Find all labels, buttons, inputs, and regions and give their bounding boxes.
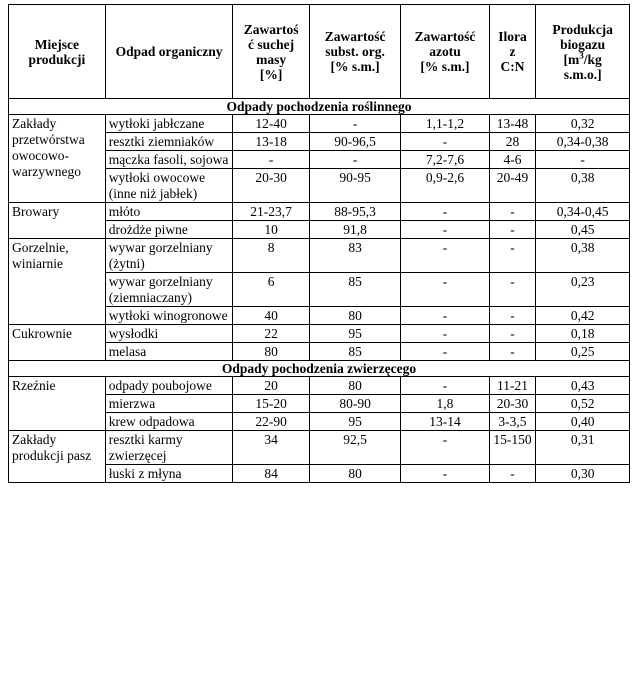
dry-matter-cell: 20 bbox=[233, 377, 310, 395]
nitrogen-cell: - bbox=[401, 465, 489, 483]
organic-matter-cell: 90-96,5 bbox=[309, 133, 400, 151]
nitrogen-cell: 0,9-2,6 bbox=[401, 169, 489, 203]
table-row bbox=[9, 239, 630, 273]
nitrogen-cell: - bbox=[401, 307, 489, 325]
waste-cell: wytłoki jabłczane bbox=[105, 115, 233, 133]
table-row bbox=[9, 377, 630, 395]
organic-matter-cell: 80 bbox=[309, 377, 400, 395]
cn-ratio-cell: 15-150 bbox=[489, 431, 536, 465]
biogas-cell: 0,34-0,38 bbox=[536, 133, 630, 151]
biogas-cell: 0,32 bbox=[536, 115, 630, 133]
organic-matter-cell: 95 bbox=[309, 325, 400, 343]
header-cn-ratio: Ilora z C:N bbox=[489, 5, 536, 99]
section-row bbox=[9, 99, 630, 115]
header-organic-matter: Zawartość subst. org. [% s.m.] bbox=[309, 5, 400, 99]
dry-matter-cell: 6 bbox=[233, 273, 310, 307]
location-cell: Cukrownie bbox=[9, 325, 106, 361]
cn-ratio-cell: 20-49 bbox=[489, 169, 536, 203]
dry-matter-cell: 40 bbox=[233, 307, 310, 325]
biogas-cell: 0,25 bbox=[536, 343, 630, 361]
organic-matter-cell: 85 bbox=[309, 343, 400, 361]
dry-matter-cell: 21-23,7 bbox=[233, 203, 310, 221]
waste-cell: drożdże piwne bbox=[105, 221, 233, 239]
waste-cell: odpady poubojowe bbox=[105, 377, 233, 395]
nitrogen-cell: - bbox=[401, 343, 489, 361]
biogas-cell: 0,31 bbox=[536, 431, 630, 465]
cn-ratio-cell: - bbox=[489, 465, 536, 483]
biogas-cell: 0,43 bbox=[536, 377, 630, 395]
section-plant-title: Odpady pochodzenia roślinnego bbox=[9, 99, 630, 115]
biogas-cell: - bbox=[536, 151, 630, 169]
dry-matter-cell: 8 bbox=[233, 239, 310, 273]
nitrogen-cell: 1,1-1,2 bbox=[401, 115, 489, 133]
waste-cell: resztki ziemniaków bbox=[105, 133, 233, 151]
cn-ratio-cell: - bbox=[489, 203, 536, 221]
nitrogen-cell: - bbox=[401, 431, 489, 465]
dry-matter-cell: - bbox=[233, 151, 310, 169]
dry-matter-cell: 12-40 bbox=[233, 115, 310, 133]
biogas-cell: 0,30 bbox=[536, 465, 630, 483]
biogas-cell: 0,38 bbox=[536, 239, 630, 273]
organic-matter-cell: 80-90 bbox=[309, 395, 400, 413]
cn-ratio-cell: - bbox=[489, 239, 536, 273]
waste-cell: melasa bbox=[105, 343, 233, 361]
cn-ratio-cell: 28 bbox=[489, 133, 536, 151]
organic-matter-cell: 85 bbox=[309, 273, 400, 307]
biogas-cell: 0,18 bbox=[536, 325, 630, 343]
biogas-waste-table bbox=[8, 4, 630, 483]
waste-cell: wywar gorzelniany (ziemniaczany) bbox=[105, 273, 233, 307]
organic-matter-cell: 91,8 bbox=[309, 221, 400, 239]
waste-cell: łuski z młyna bbox=[105, 465, 233, 483]
organic-matter-cell: - bbox=[309, 115, 400, 133]
nitrogen-cell: 1,8 bbox=[401, 395, 489, 413]
organic-matter-cell: 83 bbox=[309, 239, 400, 273]
nitrogen-cell: 7,2-7,6 bbox=[401, 151, 489, 169]
cn-ratio-cell: 11-21 bbox=[489, 377, 536, 395]
table-row bbox=[9, 431, 630, 465]
cn-ratio-cell: 4-6 bbox=[489, 151, 536, 169]
location-cell: Browary bbox=[9, 203, 106, 239]
cn-ratio-cell: 13-48 bbox=[489, 115, 536, 133]
table-row bbox=[9, 115, 630, 133]
dry-matter-cell: 22 bbox=[233, 325, 310, 343]
document-page bbox=[8, 4, 630, 483]
location-cell: Rzeźnie bbox=[9, 377, 106, 431]
waste-cell: wywar gorzelniany (żytni) bbox=[105, 239, 233, 273]
waste-cell: wytłoki winogronowe bbox=[105, 307, 233, 325]
dry-matter-cell: 20-30 bbox=[233, 169, 310, 203]
cn-ratio-cell: - bbox=[489, 273, 536, 307]
waste-cell: krew odpadowa bbox=[105, 413, 233, 431]
waste-cell: młóto bbox=[105, 203, 233, 221]
dry-matter-cell: 13-18 bbox=[233, 133, 310, 151]
location-cell: Zakłady przetwórstwa owocowo-warzywnego bbox=[9, 115, 106, 203]
nitrogen-cell: - bbox=[401, 377, 489, 395]
cn-ratio-cell: 3-3,5 bbox=[489, 413, 536, 431]
nitrogen-cell: - bbox=[401, 203, 489, 221]
cn-ratio-cell: - bbox=[489, 325, 536, 343]
waste-cell: wysłodki bbox=[105, 325, 233, 343]
cn-ratio-cell: - bbox=[489, 343, 536, 361]
biogas-cell: 0,45 bbox=[536, 221, 630, 239]
nitrogen-cell: - bbox=[401, 273, 489, 307]
header-waste: Odpad organiczny bbox=[105, 5, 233, 99]
biogas-cell: 0,23 bbox=[536, 273, 630, 307]
waste-cell: mączka fasoli, sojowa bbox=[105, 151, 233, 169]
header-location: Miejsce produkcji bbox=[9, 5, 106, 99]
organic-matter-cell: 95 bbox=[309, 413, 400, 431]
table-row bbox=[9, 325, 630, 343]
biogas-cell: 0,34-0,45 bbox=[536, 203, 630, 221]
location-cell: Gorzelnie, winiarnie bbox=[9, 239, 106, 325]
organic-matter-cell: 90-95 bbox=[309, 169, 400, 203]
header-nitrogen: Zawartość azotu [% s.m.] bbox=[401, 5, 489, 99]
organic-matter-cell: 92,5 bbox=[309, 431, 400, 465]
dry-matter-cell: 84 bbox=[233, 465, 310, 483]
dry-matter-cell: 22-90 bbox=[233, 413, 310, 431]
section-animal-title: Odpady pochodzenia zwierzęcego bbox=[9, 361, 630, 377]
biogas-cell: 0,40 bbox=[536, 413, 630, 431]
biogas-cell: 0,38 bbox=[536, 169, 630, 203]
nitrogen-cell: 13-14 bbox=[401, 413, 489, 431]
waste-cell: resztki karmy zwierzęcej bbox=[105, 431, 233, 465]
organic-matter-cell: 80 bbox=[309, 307, 400, 325]
biogas-cell: 0,42 bbox=[536, 307, 630, 325]
nitrogen-cell: - bbox=[401, 221, 489, 239]
cn-ratio-cell: - bbox=[489, 221, 536, 239]
header-dry-matter: Zawartoś ć suchej masy [%] bbox=[233, 5, 310, 99]
table-row bbox=[9, 203, 630, 221]
nitrogen-cell: - bbox=[401, 325, 489, 343]
cn-ratio-cell: 20-30 bbox=[489, 395, 536, 413]
biogas-cell: 0,52 bbox=[536, 395, 630, 413]
header-biogas: Produkcja biogazu [$m^3/kg$ s.m.o.] bbox=[536, 5, 630, 99]
dry-matter-cell: 80 bbox=[233, 343, 310, 361]
dry-matter-cell: 15-20 bbox=[233, 395, 310, 413]
waste-cell: wytłoki owocowe (inne niż jabłek) bbox=[105, 169, 233, 203]
header-row bbox=[9, 5, 630, 99]
nitrogen-cell: - bbox=[401, 239, 489, 273]
section-row bbox=[9, 361, 630, 377]
cn-ratio-cell: - bbox=[489, 307, 536, 325]
dry-matter-cell: 10 bbox=[233, 221, 310, 239]
dry-matter-cell: 34 bbox=[233, 431, 310, 465]
organic-matter-cell: 80 bbox=[309, 465, 400, 483]
organic-matter-cell: - bbox=[309, 151, 400, 169]
location-cell: Zakłady produkcji pasz bbox=[9, 431, 106, 483]
nitrogen-cell: - bbox=[401, 133, 489, 151]
organic-matter-cell: 88-95,3 bbox=[309, 203, 400, 221]
waste-cell: mierzwa bbox=[105, 395, 233, 413]
